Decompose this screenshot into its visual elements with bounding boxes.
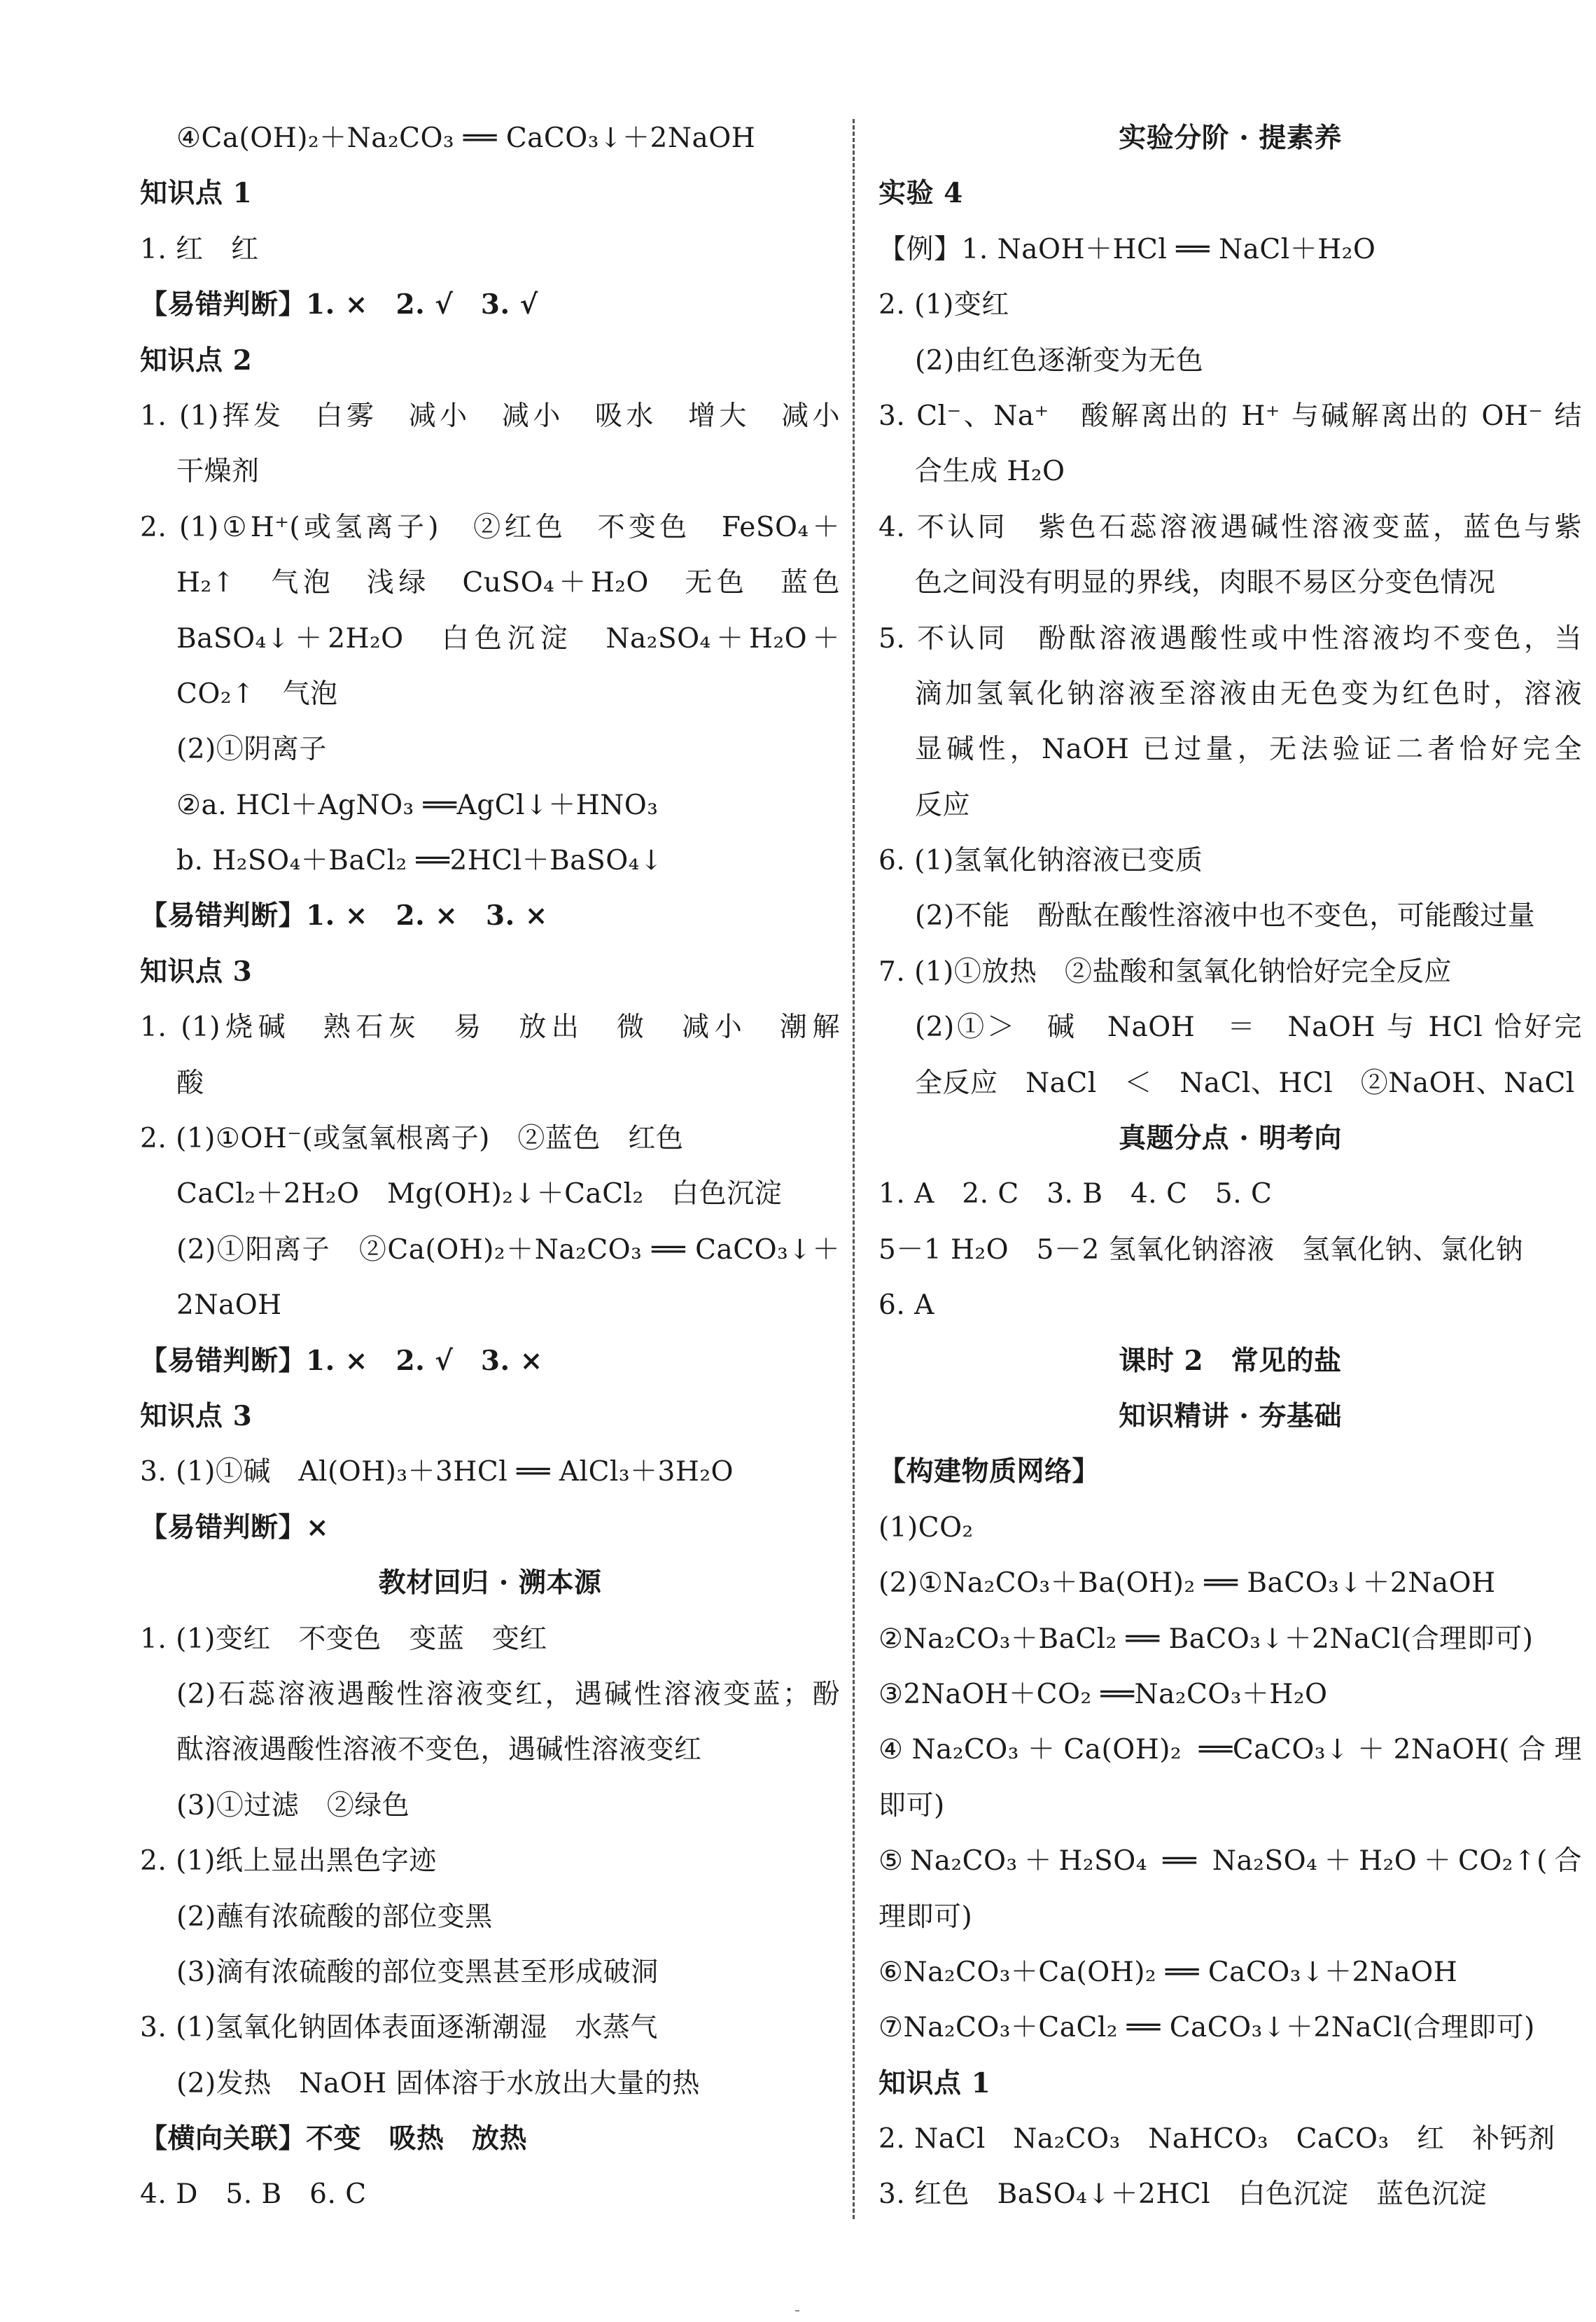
right-line: 知识点 1 bbox=[878, 2066, 991, 2099]
right-line: 色之间没有明显的界线，肉眼不易区分变色情况 bbox=[915, 567, 1496, 599]
left-line: 1. (1)烧碱 熟石灰 易 放出 微 减小 潮解 bbox=[140, 1012, 840, 1044]
right-line: 【例】1. NaOH＋HCl ══ NaCl＋H₂O bbox=[878, 233, 1376, 265]
left-line: 2. (1)①OH⁻(或氢氧根离子) ②蓝色 红色 bbox=[140, 1123, 684, 1155]
left-line: 3. (1)①碱 Al(OH)₃＋3HCl ══ AlCl₃＋3H₂O bbox=[140, 1456, 734, 1488]
left-line: 酸 bbox=[176, 1067, 204, 1099]
right-line: (2)①＞ 碱 NaOH ＝ NaOH 与 HCl 恰好完 bbox=[915, 1012, 1582, 1044]
right-line: 【构建物质网络】 bbox=[878, 1455, 1100, 1488]
right-line: ④Na₂CO₃＋Ca(OH)₂ ══CaCO₃↓＋2NaOH(合理 bbox=[878, 1734, 1582, 1766]
left-line: CO₂↑ 气泡 bbox=[176, 678, 338, 710]
right-line: 课时 2 常见的盐 bbox=[1119, 1344, 1342, 1377]
right-line: ⑦Na₂CO₃＋CaCl₂ ══ CaCO₃↓＋2NaCl(合理即可) bbox=[878, 2012, 1535, 2044]
right-line: 理即可) bbox=[878, 1901, 973, 1933]
left-line: (3)①过滤 ②绿色 bbox=[176, 1789, 410, 1821]
left-line: (3)滴有浓硫酸的部位变黑甚至形成破洞 bbox=[176, 1956, 659, 1988]
right-line: ③2NaOH＋CO₂ ══Na₂CO₃＋H₂O bbox=[878, 1678, 1328, 1710]
right-line: 6. (1)氢氧化钠溶液已变质 bbox=[878, 845, 1203, 877]
right-line: 5. 不认同 酚酞溶液遇酸性或中性溶液均不变色，当 bbox=[878, 622, 1582, 655]
right-line: 7. (1)①放热 ②盐酸和氢氧化钠恰好完全反应 bbox=[878, 956, 1452, 988]
left-line: 知识点 3 bbox=[140, 1399, 253, 1432]
right-line: 显碱性，NaOH 已过量，无法验证二者恰好完全 bbox=[915, 734, 1582, 766]
left-line: 【易错判断】1. × 2. √ 3. × bbox=[140, 1344, 543, 1377]
left-line: 【易错判断】1. × 2. √ 3. √ bbox=[140, 288, 538, 321]
right-line: 2. (1)变红 bbox=[878, 289, 1009, 321]
left-line: (2)①阴离子 bbox=[176, 734, 327, 766]
left-line: (2)①阳离子 ②Ca(OH)₂＋Na₂CO₃ ══ CaCO₃↓＋ bbox=[176, 1233, 840, 1266]
right-line: 实验 4 bbox=[878, 177, 963, 210]
right-line: 实验分阶 · 提素养 bbox=[1119, 122, 1342, 154]
left-line: H₂↑ 气泡 浅绿 CuSO₄＋H₂O 无色 蓝色 bbox=[176, 567, 840, 599]
left-line: 干燥剂 bbox=[176, 456, 260, 488]
left-line: 【易错判断】1. × 2. × 3. × bbox=[140, 900, 548, 932]
left-line: ④Ca(OH)₂＋Na₂CO₃ ══ CaCO₃↓＋2NaOH bbox=[176, 123, 756, 154]
left-line: 教材回归 · 溯本源 bbox=[378, 1567, 602, 1600]
right-line: (2)不能 酚酞在酸性溶液中也不变色，可能酸过量 bbox=[915, 900, 1536, 932]
right-line: (2)①Na₂CO₃＋Ba(OH)₂ ══ BaCO₃↓＋2NaOH bbox=[878, 1567, 1496, 1600]
left-line: 【易错判断】× bbox=[140, 1511, 330, 1544]
left-line: 3. (1)氢氧化钠固体表面逐渐潮湿 水蒸气 bbox=[140, 2012, 658, 2044]
left-line: (2)发热 NaOH 固体溶于水放出大量的热 bbox=[176, 2067, 701, 2099]
left-line: (2)蘸有浓硫酸的部位变黑 bbox=[176, 1901, 493, 1933]
left-line: 2. (1)①H⁺(或氢离子) ②红色 不变色 FeSO₄＋ bbox=[140, 511, 840, 543]
right-line: 反应 bbox=[915, 789, 971, 821]
right-line: 2. NaCl Na₂CO₃ NaHCO₃ CaCO₃ 红 补钙剂 bbox=[878, 2123, 1555, 2155]
right-column bbox=[878, 111, 1582, 2223]
right-line: (2)由红色逐渐变为无色 bbox=[915, 344, 1204, 377]
left-line: 2. (1)纸上显出黑色字迹 bbox=[140, 1845, 437, 1877]
right-line: 3. Cl⁻、Na⁺ 酸解离出的 H⁺ 与碱解离出的 OH⁻ 结 bbox=[878, 400, 1582, 432]
right-line: 5－1 H₂O 5－2 氢氧化钠溶液 氢氧化钠、氯化钠 bbox=[878, 1233, 1524, 1266]
left-line: 1. (1)变红 不变色 变蓝 变红 bbox=[140, 1623, 547, 1655]
right-line: 6. A bbox=[878, 1289, 934, 1322]
right-line: 真题分点 · 明考向 bbox=[1119, 1122, 1342, 1155]
left-line: ②a. HCl＋AgNO₃ ══AgCl↓＋HNO₃ bbox=[176, 789, 659, 821]
left-line: 知识点 2 bbox=[140, 344, 253, 377]
right-line: 全反应 NaCl ＜ NaCl、HCl ②NaOH、NaCl bbox=[915, 1067, 1575, 1099]
right-line: 3. 红色 BaSO₄↓＋2HCl 白色沉淀 蓝色沉淀 bbox=[878, 2178, 1488, 2211]
left-line: BaSO₄↓＋2H₂O 白色沉淀 Na₂SO₄＋H₂O＋ bbox=[176, 622, 840, 655]
left-column bbox=[140, 111, 840, 2223]
right-line: 滴加氢氧化钠溶液至溶液由无色变为红色时，溶液 bbox=[915, 678, 1582, 710]
left-line: 4. D 5. B 6. C bbox=[140, 2178, 367, 2211]
left-line: CaCl₂＋2H₂O Mg(OH)₂↓＋CaCl₂ 白色沉淀 bbox=[176, 1178, 783, 1210]
column-divider bbox=[853, 119, 855, 2219]
left-line: b. H₂SO₄＋BaCl₂ ══2HCl＋BaSO₄↓ bbox=[176, 845, 663, 877]
left-line: 【横向关联】不变 吸热 放热 bbox=[140, 2122, 528, 2155]
right-line: (1)CO₂ bbox=[878, 1511, 974, 1544]
left-line: 知识点 3 bbox=[140, 955, 253, 988]
right-line: 即可) bbox=[878, 1789, 945, 1821]
right-line: ⑥Na₂CO₃＋Ca(OH)₂ ══ CaCO₃↓＋2NaOH bbox=[878, 1956, 1458, 1988]
left-line: 酞溶液遇酸性溶液不变色，遇碱性溶液变红 bbox=[176, 1734, 702, 1766]
left-line: 1. 红 红 bbox=[140, 233, 259, 265]
left-line: (2)石蕊溶液遇酸性溶液变红，遇碱性溶液变蓝；酚 bbox=[176, 1678, 840, 1710]
right-line: 4. 不认同 紫色石蕊溶液遇碱性溶液变蓝，蓝色与紫 bbox=[878, 511, 1582, 543]
left-line: 知识点 1 bbox=[140, 177, 253, 210]
right-line: ⑤Na₂CO₃＋H₂SO₄ ══ Na₂SO₄＋H₂O＋CO₂↑(合 bbox=[878, 1845, 1582, 1877]
right-line: 合生成 H₂O bbox=[915, 456, 1065, 488]
left-line: 1. (1)挥发 白雾 减小 减小 吸水 增大 减小 bbox=[140, 400, 840, 432]
page-mark bbox=[795, 2310, 799, 2311]
left-line: 2NaOH bbox=[176, 1289, 282, 1322]
right-line: 知识精讲 · 夯基础 bbox=[1119, 1399, 1342, 1432]
right-line: 1. A 2. C 3. B 4. C 5. C bbox=[878, 1178, 1273, 1210]
right-line: ②Na₂CO₃＋BaCl₂ ══ BaCO₃↓＋2NaCl(合理即可) bbox=[878, 1623, 1534, 1655]
